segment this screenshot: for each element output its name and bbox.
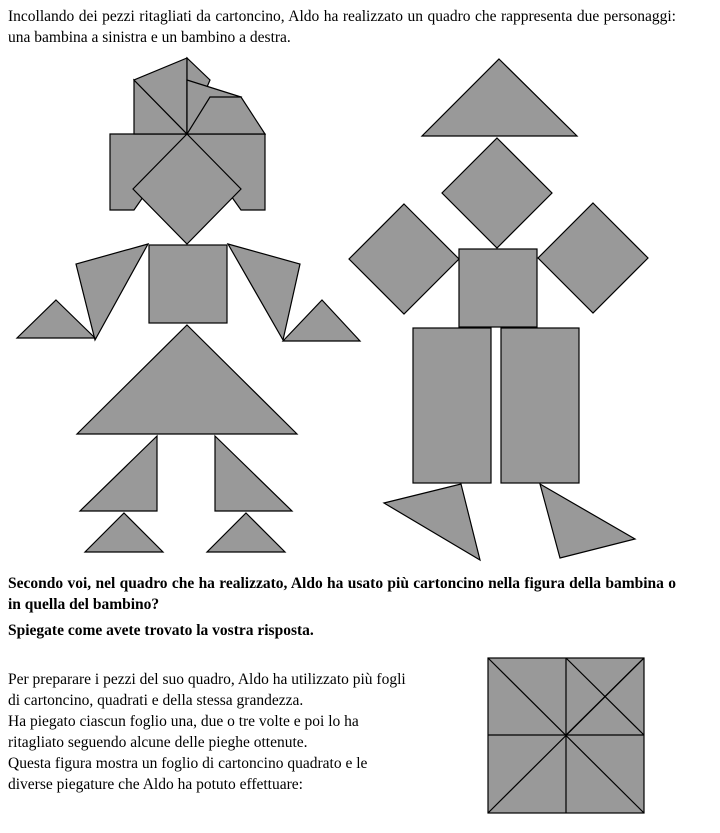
- boy-head: [442, 138, 552, 248]
- boy-right-foot: [540, 484, 635, 558]
- boy-hat: [422, 59, 577, 136]
- boy-left-leg: [413, 328, 491, 483]
- explanation-line: diverse piegature che Aldo ha potuto effettuare:: [8, 776, 303, 793]
- boy-right-leg: [501, 328, 579, 483]
- intro-text: Incollando dei pezzi ritagliati da cartoncino, Aldo ha realizzato un quadro che rappresenta due personaggi: una bambina a sinistra e un bambino a destra.: [8, 8, 676, 46]
- girl-right-leg: [215, 436, 292, 511]
- question-2: Spiegate come avete trovato la vostra risposta.: [8, 622, 314, 639]
- explanation-line: Ha piegato ciascun foglio una, due o tre volte e poi lo ha: [8, 713, 359, 730]
- girl-right-hand: [283, 300, 360, 341]
- explanation-text: [8, 669, 468, 795]
- fold-lines: [488, 658, 644, 813]
- explanation-line: di cartoncino, quadrati e della stessa grandezza.: [8, 692, 304, 709]
- girl-left-leg: [80, 436, 157, 511]
- explanation-line: ritagliato seguendo alcune delle pieghe ottenute.: [8, 734, 308, 751]
- girl-body: [149, 245, 227, 323]
- boy-left-foot: [384, 484, 480, 560]
- girl-left-arm: [76, 244, 148, 340]
- explanation-line: Questa figura mostra un foglio di cartoncino quadrato e le: [8, 755, 368, 772]
- girl-left-foot: [85, 513, 163, 552]
- boy-body: [459, 249, 537, 327]
- explanation-line: Per preparare i pezzi del suo quadro, Aldo ha utilizzato più fogli: [8, 671, 406, 688]
- boy-left-arm: [349, 204, 459, 314]
- girl-left-hand: [17, 300, 95, 338]
- girl-skirt: [77, 325, 297, 434]
- girl-figure: [17, 58, 360, 552]
- girl-right-foot: [207, 513, 285, 552]
- boy-right-arm: [538, 203, 648, 313]
- girl-right-arm: [228, 244, 300, 340]
- question-1: Secondo voi, nel quadro che ha realizzato, Aldo ha usato più cartoncino nella figura della bambina o in quella del bambino?: [8, 575, 676, 613]
- boy-figure: [349, 59, 648, 560]
